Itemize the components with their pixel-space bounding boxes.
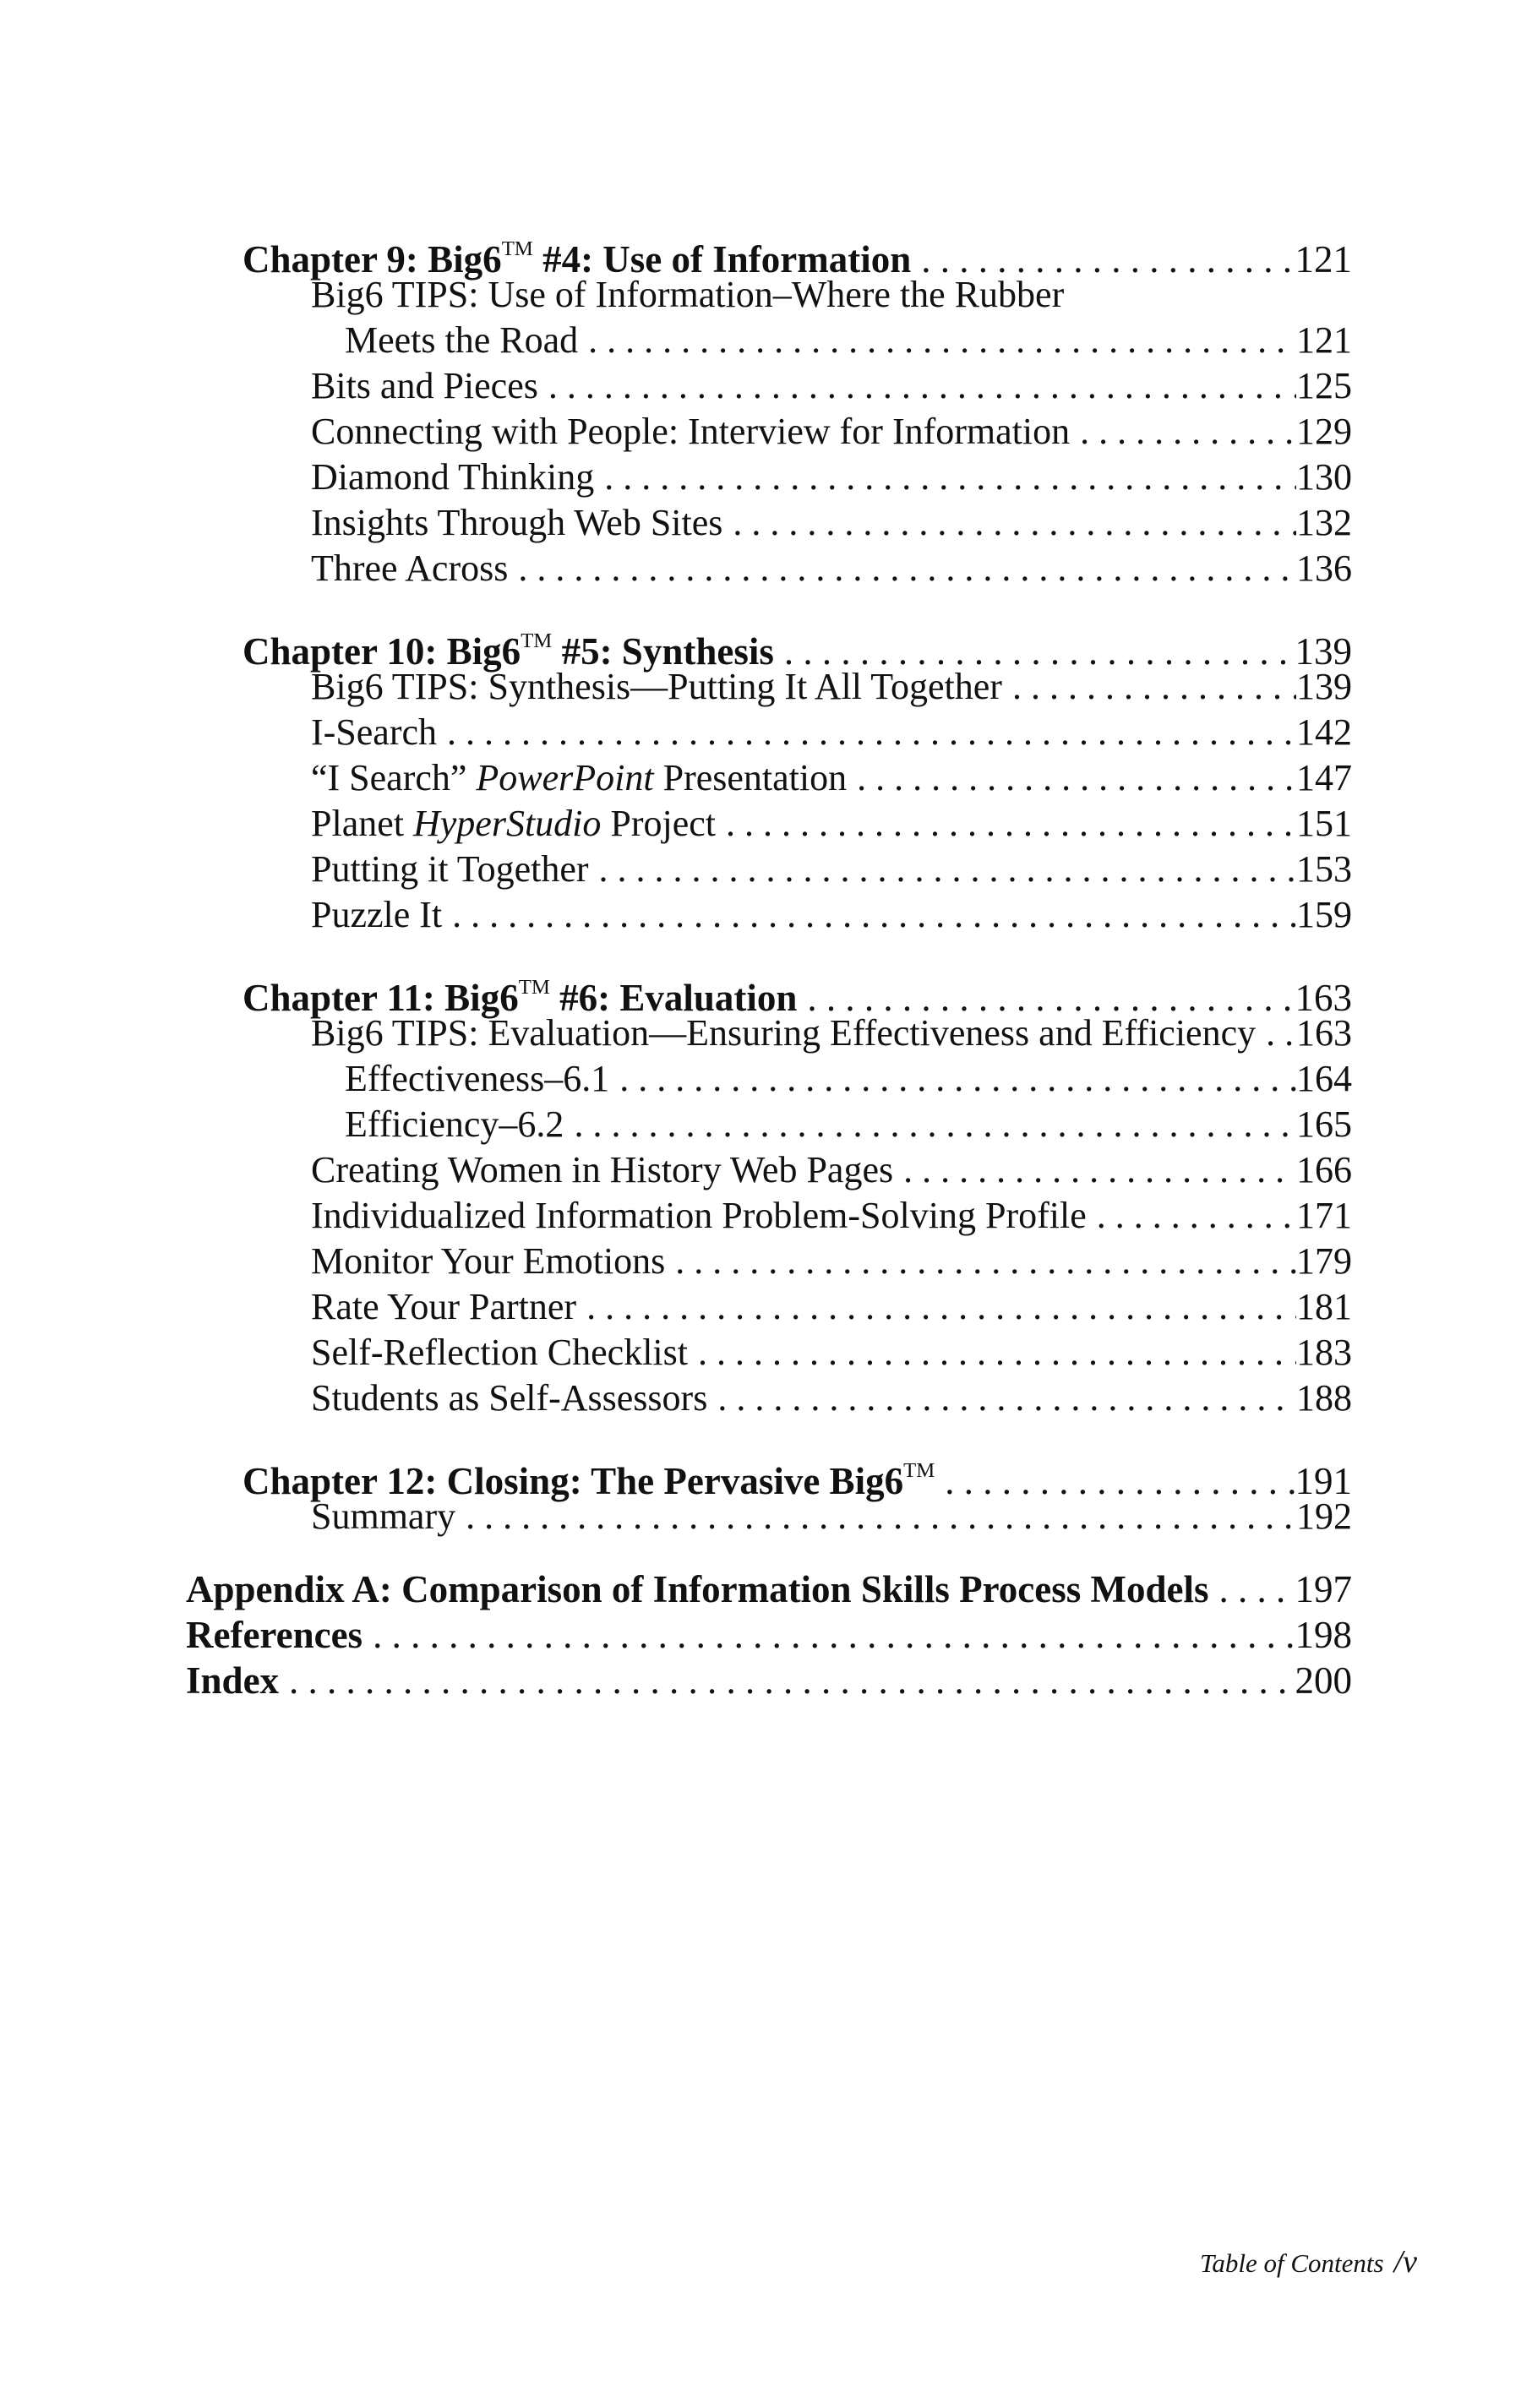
dot-leader: [1087, 1193, 1296, 1239]
dot-leader: [893, 1147, 1296, 1193]
page-number: 188: [1296, 1377, 1352, 1419]
page-number: 163: [1295, 976, 1352, 1019]
chapter-title: Chapter 9: Big6™ #4: Use of Information: [243, 237, 912, 281]
toc-entry[interactable]: [0, 272, 1352, 318]
dot-leader: [716, 801, 1296, 847]
toc-index[interactable]: [0, 1658, 1352, 1703]
dot-leader: [594, 455, 1296, 500]
chapter-title: Chapter 12: Closing: The Pervasive Big6™: [243, 1459, 935, 1502]
toc-entry[interactable]: [0, 892, 1352, 938]
toc-entry[interactable]: [0, 1011, 1352, 1056]
entry-title: Appendix A: Comparison of Information Skills Process Models: [186, 1568, 1209, 1610]
footer-label: Table of Contents: [1200, 2248, 1384, 2278]
page-number: 179: [1296, 1240, 1352, 1282]
section-gap: [0, 591, 1521, 618]
entry-title: Connecting with People: Interview for Information: [311, 411, 1071, 452]
entry-title: Meets the Road: [345, 319, 579, 361]
section-gap: [0, 938, 1521, 965]
section-gap: [0, 1539, 1521, 1566]
toc-entry[interactable]: [0, 710, 1352, 755]
page-number: 153: [1296, 848, 1352, 890]
dot-leader: [1070, 409, 1296, 455]
toc-chapter-10[interactable]: [0, 618, 1352, 673]
page-number: 171: [1296, 1195, 1352, 1236]
trademark-mark: TM: [501, 237, 533, 260]
entry-title: References: [186, 1614, 363, 1656]
entry-title: Puzzle It: [311, 894, 443, 935]
section-gap: [0, 1421, 1521, 1448]
toc-chapter-9[interactable]: [0, 226, 1352, 281]
toc-entry[interactable]: [0, 1239, 1352, 1284]
entry-title: Three Across: [311, 548, 509, 589]
entry-title: Students as Self-Assessors: [311, 1377, 708, 1419]
toc-entry[interactable]: [0, 1193, 1352, 1239]
page-number: 159: [1296, 894, 1352, 935]
table-of-contents: [0, 226, 1521, 1703]
entry-title: Summary: [311, 1495, 456, 1537]
entry-title: Insights Through Web Sites: [311, 502, 723, 543]
page-number: 164: [1296, 1058, 1352, 1099]
entry-title: Index: [186, 1659, 280, 1702]
entry-title: Individualized Information Problem-Solving Profile: [311, 1195, 1087, 1236]
toc-entry[interactable]: [0, 546, 1352, 591]
page-number: 147: [1296, 757, 1352, 798]
toc-entry[interactable]: [0, 801, 1352, 847]
page-number: 191: [1295, 1459, 1352, 1502]
page-number: 142: [1296, 711, 1352, 753]
toc-entry[interactable]: [0, 1147, 1352, 1193]
trademark-mark: TM: [903, 1459, 935, 1482]
page-number: 166: [1296, 1149, 1352, 1190]
entry-title: Planet HyperStudio Project: [311, 803, 717, 844]
entry-title: “I Search” PowerPoint Presentation: [311, 757, 848, 798]
page-number: 136: [1296, 548, 1352, 589]
page-number: 197: [1295, 1568, 1352, 1610]
toc-references[interactable]: [0, 1612, 1352, 1658]
entry-title: Diamond Thinking: [311, 456, 595, 498]
page-number: 181: [1296, 1286, 1352, 1327]
dot-leader: [564, 1102, 1296, 1147]
toc-entry[interactable]: [0, 409, 1352, 455]
footer-page-number: /v: [1393, 2244, 1418, 2280]
toc-entry[interactable]: [0, 847, 1352, 892]
toc-entry[interactable]: [0, 1330, 1352, 1376]
toc-chapter-11[interactable]: [0, 965, 1352, 1019]
page-number: 139: [1296, 666, 1352, 707]
entry-title: Self-Reflection Checklist: [311, 1332, 688, 1373]
toc-chapter-12[interactable]: [0, 1448, 1352, 1502]
page-number: 198: [1295, 1614, 1352, 1656]
entry-title: Rate Your Partner: [311, 1286, 577, 1327]
dot-leader: [279, 1658, 1295, 1703]
entry-title: Big6 TIPS: Synthesis—Putting It All Together: [311, 666, 1002, 707]
toc-appendix-a[interactable]: [0, 1566, 1352, 1612]
toc-entry[interactable]: [0, 1376, 1352, 1421]
toc-entry[interactable]: [0, 1284, 1352, 1330]
dot-leader: [847, 755, 1296, 801]
dot-leader: [609, 1056, 1296, 1102]
dot-leader: [455, 1494, 1296, 1539]
chapter-title: Chapter 10: Big6™ #5: Synthesis: [243, 629, 774, 673]
toc-entry[interactable]: [0, 664, 1352, 710]
entry-title: Big6 TIPS: Use of Information–Where the Rubber: [311, 274, 1065, 315]
dot-leader: [363, 1612, 1295, 1658]
toc-entry[interactable]: [0, 318, 1352, 363]
page-number: 165: [1296, 1103, 1352, 1145]
page-number: 121: [1295, 237, 1352, 281]
toc-entry[interactable]: [0, 1102, 1352, 1147]
dot-leader: [578, 318, 1296, 363]
page-number: 163: [1296, 1012, 1352, 1054]
dot-leader: [722, 500, 1296, 546]
page-number: 129: [1296, 411, 1352, 452]
dot-leader: [665, 1239, 1296, 1284]
page-number: 183: [1296, 1332, 1352, 1373]
dot-leader: [707, 1376, 1296, 1421]
dot-leader: [1002, 664, 1296, 710]
entry-title: Effectiveness–6.1: [345, 1058, 610, 1099]
entry-title: Bits and Pieces: [311, 365, 538, 406]
page-number: 132: [1296, 502, 1352, 543]
dot-leader: [576, 1284, 1296, 1330]
dot-leader: [589, 847, 1296, 892]
page-footer: [1200, 2243, 1417, 2280]
dot-leader: [538, 363, 1296, 409]
toc-entry[interactable]: [0, 500, 1352, 546]
page-number: 139: [1295, 629, 1352, 673]
entry-title: Big6 TIPS: Evaluation—Ensuring Effectiveness and Efficiency: [311, 1012, 1257, 1054]
toc-entry[interactable]: [0, 1056, 1352, 1102]
entry-title: Creating Women in History Web Pages: [311, 1149, 894, 1190]
page-number: 125: [1296, 365, 1352, 406]
page-number: 200: [1295, 1659, 1352, 1702]
dot-leader: [442, 892, 1296, 938]
trademark-mark: TM: [518, 976, 550, 999]
page-number: 130: [1296, 456, 1352, 498]
dot-leader: [508, 546, 1296, 591]
page-number: 151: [1296, 803, 1352, 844]
toc-entry[interactable]: [0, 1494, 1352, 1539]
chapter-title: Chapter 11: Big6™ #6: Evaluation: [243, 976, 798, 1019]
dot-leader: [688, 1330, 1296, 1376]
toc-entry[interactable]: [0, 455, 1352, 500]
entry-title: Efficiency–6.2: [345, 1103, 564, 1145]
toc-entry[interactable]: [0, 755, 1352, 801]
entry-title: I-Search: [311, 711, 438, 753]
dot-leader: [437, 710, 1296, 755]
page-number: 121: [1296, 319, 1352, 361]
page-number: 192: [1296, 1495, 1352, 1537]
trademark-mark: TM: [521, 629, 553, 652]
dot-leader: [1256, 1011, 1296, 1056]
dot-leader: [1209, 1566, 1295, 1612]
entry-title: Putting it Together: [311, 848, 589, 890]
entry-title: Monitor Your Emotions: [311, 1240, 666, 1282]
toc-entry[interactable]: [0, 363, 1352, 409]
